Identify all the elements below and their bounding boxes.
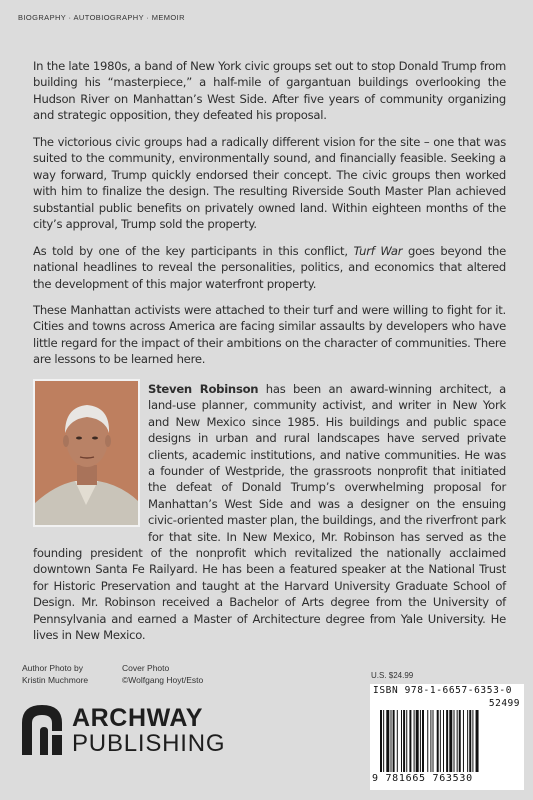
publisher-name-line2: PUBLISHING [72,730,226,757]
cover-photo-credit-label: Cover Photo [122,663,170,673]
author-bio-text: has been an award-winning architect, a land-use planner, community activist, and writer in New York and New Mexico since 1985. His buildings and public space designs in urban and rural landscapes have served private clients, academic institutions, and native communities. He was a founder of Westpride, the grassroots nonprofit that initiated the defeat of Donald Trump’s overwhelming proposal for Manhattan’s West Side and was a designer on the ensuing civic-oriented master plan, the buildings, and the riverfront park for that site. In New Mexico, Mr. Robinson has served as the founding president of the nonprofit which revitalized the nationally acclaimed downtown Santa Fe Railyard. He has been a featured speaker at the National Trust for Historic Preservation and taught at the Harvard University Graduate School of Design. Mr. Robinson received a Bachelor of Arts degree from the University of Pennsylvania and earned a Master of Architecture degree from Yale University. He lives in New Mexico. [33,382,506,643]
publisher-name-line1: ARCHWAY [72,704,204,732]
price-code: 52499 [488,698,520,709]
author-name: Steven Robinson [148,382,259,396]
publisher-logo [22,704,252,756]
barcode-bars [378,710,518,774]
author-photo-credit-label: Author Photo by [22,663,83,673]
archway-arch-icon [22,705,62,755]
blurb-paragraph-4: These Manhattan activists were attached to their turf and were willing to fight for it. Cities and towns across America are facing similar assaults by developers who have little regard for the impact of their ambitions on the character of communities. There are lessons to be learned here. [33,303,506,367]
blurb-paragraph-1: In the late 1980s, a band of New York civic groups set out to stop Donald Trump from building his “masterpiece,” a half-mile of gargantuan buildings overlooking the Hudson River on Manhattan’s West Side. After five years of community organizing and strategic opposition, they defeated his proposal. [33,59,506,123]
blurb-paragraph-3-pre: As told by one of the key participants in this conflict, [33,244,354,258]
isbn-barcode [370,684,524,790]
photo-spacer [33,381,148,529]
barcode-digits: 9 781665 763530 [372,773,473,784]
blurb-paragraph-2: The victorious civic groups had a radically different vision for the site – one that was suited to the community, environmentally sound, and financially feasible. Seeking a way forward, Trump quickly endorsed their concept. The civic groups then worked with him to finalize the design. The resulting Riverside South Master Plan achieved substantial public benefits on privately owned land. Within eighteen months of the city’s approval, Trump sold the property. [33,135,506,232]
cover-photo-credit [122,662,203,686]
author-bio [33,381,506,644]
author-photo-credit [22,662,88,686]
author-photo-credit-name: Kristin Muchmore [22,675,89,685]
blurb-paragraph-3 [33,243,506,292]
book-title: Turf War [353,244,403,258]
blurb-paragraph-3-post: goes beyond the national headlines to reveal the personalities, politics, and economics that altered the development of this major waterfront property. [33,244,506,291]
cover-photo-credit-name: ©Wolfgang Hoyt/Esto [122,675,204,685]
isbn-text: ISBN 978-1-6657-6353-0 [373,685,513,696]
category-label: BIOGRAPHY · AUTOBIOGRAPHY · MEMOIR [18,13,185,22]
price-label: U.S. $24.99 [371,671,414,680]
